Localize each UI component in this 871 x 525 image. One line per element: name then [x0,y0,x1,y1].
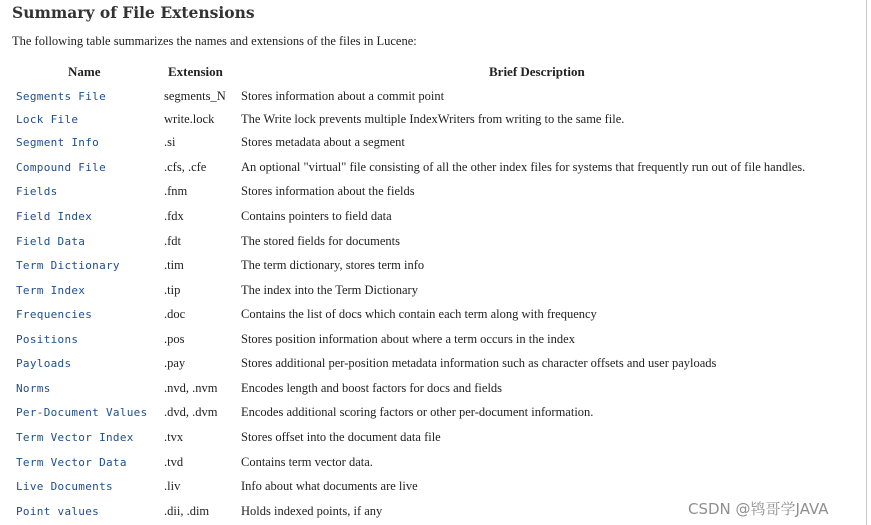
table-row [0,111,866,131]
file-extension: .liv [164,479,181,493]
file-extension: .si [164,135,176,149]
file-extension: .tvx [164,430,184,444]
file-description: Stores position information about where a term occurs in the index [241,332,575,346]
file-name-link[interactable]: Segments File [16,90,106,103]
table-row [0,355,866,375]
file-description: Stores metadata about a segment [241,135,405,149]
watermark: CSDN @鸨哥学JAVA [688,500,829,518]
file-extension: .pay [164,356,186,370]
file-description: Stores information about the fields [241,184,415,198]
file-description: Stores additional per-position metadata information such as character offsets and user payloads [241,356,717,370]
table-row [0,233,866,253]
table-row [0,380,866,400]
table-row [0,282,866,302]
file-name-link[interactable]: Segment Info [16,136,100,149]
table-row [0,331,866,351]
file-description: The index into the Term Dictionary [241,283,418,297]
file-name-link[interactable]: Fields [16,185,58,198]
file-extension: .tvd [164,455,184,469]
file-description: The term dictionary, stores term info [241,258,425,272]
table-row [0,429,866,449]
table-row [0,257,866,277]
file-description: Info about what documents are live [241,479,418,493]
file-description: Encodes additional scoring factors or other per-document information. [241,405,594,419]
file-extension: .cfs, .cfe [164,160,207,174]
file-extension: .pos [164,332,185,346]
file-extension: .tim [164,258,184,272]
file-description: Contains term vector data. [241,455,373,469]
table-row [0,478,866,498]
file-name-link[interactable]: Point values [16,505,100,518]
file-name-link[interactable]: Lock File [16,113,79,126]
file-name-link[interactable]: Term Vector Data [16,456,127,469]
file-description: Stores offset into the document data file [241,430,441,444]
file-name-link[interactable]: Term Index [16,284,86,297]
table-row [0,183,866,203]
table-row [0,159,866,179]
file-description: Encodes length and boost factors for docs and fields [241,381,503,395]
file-name-link[interactable]: Norms [16,382,51,395]
table-row [0,306,866,326]
table-row [0,404,866,424]
file-description: The Write lock prevents multiple IndexWriters from writing to the same file. [241,112,625,126]
file-extension: .dvd, .dvm [164,405,218,419]
header-name: Name [68,64,101,79]
file-name-link[interactable]: Term Vector Index [16,431,134,444]
file-name-link[interactable]: Field Index [16,210,93,223]
file-name-link[interactable]: Field Data [16,235,86,248]
intro-text: The following table summarizes the names and extensions of the files in Lucene: [12,34,417,48]
file-description: The stored fields for documents [241,234,400,248]
file-extension: .tip [164,283,181,297]
file-extension: .fnm [164,184,188,198]
file-extension: .doc [164,307,186,321]
file-extension: .fdx [164,209,184,223]
file-name-link[interactable]: Compound File [16,161,106,174]
table-row [0,454,866,474]
page-right-border [866,0,867,525]
table-row [0,88,866,108]
file-description: Contains the list of docs which contain each term along with frequency [241,307,597,321]
file-extension: write.lock [164,112,215,126]
file-name-link[interactable]: Per-Document Values [16,406,148,419]
file-description: Stores information about a commit point [241,89,445,103]
header-description: Brief Description [489,64,585,79]
header-extension: Extension [168,64,223,79]
file-extension: .dii, .dim [164,504,210,518]
file-extension: segments_N [164,89,226,103]
file-name-link[interactable]: Term Dictionary [16,259,120,272]
file-name-link[interactable]: Positions [16,333,79,346]
file-name-link[interactable]: Frequencies [16,308,93,321]
table-row [0,134,866,154]
file-description: Contains pointers to field data [241,209,392,223]
file-name-link[interactable]: Payloads [16,357,72,370]
file-name-link[interactable]: Live Documents [16,480,113,493]
file-description: An optional "virtual" file consisting of all the other index files for systems that frequently run out of file handles. [241,160,806,174]
file-description: Holds indexed points, if any [241,504,383,518]
file-extension: .fdt [164,234,182,248]
page-title: Summary of File Extensions [12,3,255,22]
table-row [0,208,866,228]
file-extension: .nvd, .nvm [164,381,218,395]
